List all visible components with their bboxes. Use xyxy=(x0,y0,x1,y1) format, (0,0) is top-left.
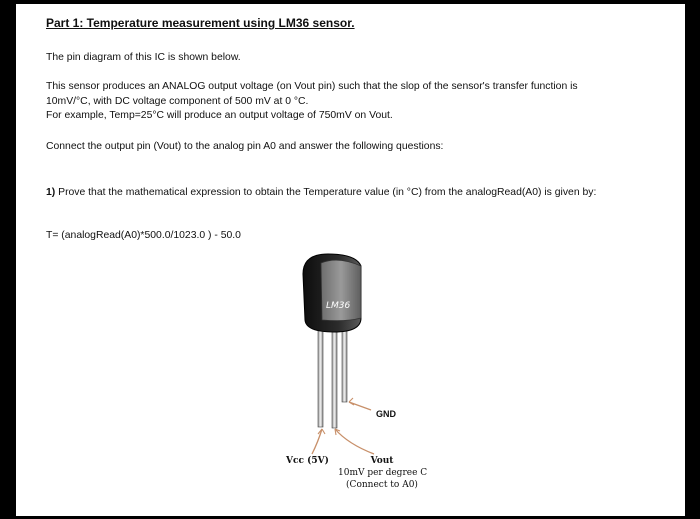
description-line: 10mV/°C, with DC voltage component of 500 mV at 0 °C. xyxy=(46,95,309,107)
description-line: This sensor produces an ANALOG output voltage (on Vout pin) such that the slop of the sensor's transfer function is xyxy=(46,81,578,92)
temperature-expression: T= (analogRead(A0)*500.0/1023.0 ) - 50.0 xyxy=(46,230,241,241)
sensor-flat-face xyxy=(321,260,361,321)
vcc-pin xyxy=(318,324,323,427)
vout-scale-label: 10mV per degree C xyxy=(338,468,428,478)
question-text: Prove that the mathematical expression to obtain the Temperature value (in °C) from the analogRead(A0) is given by: xyxy=(55,187,597,198)
vout-label: Vout xyxy=(370,456,394,466)
vout-leader-line xyxy=(335,429,374,454)
vout-connect-label: (Connect to A0) xyxy=(346,480,418,490)
instruction-text: Connect the output pin (Vout) to the analog pin A0 and answer the following questions: xyxy=(46,141,444,152)
description-line: For example, Temp=25°C will produce an output voltage of 750mV on Vout. xyxy=(46,110,393,122)
question-number: 1) xyxy=(46,187,56,198)
vout-pin xyxy=(332,330,337,428)
vout-label-block xyxy=(338,455,426,491)
chip-label: LM36 xyxy=(326,301,351,311)
page-title: Part 1: Temperature measurement using LM36 sensor. xyxy=(46,16,355,30)
gnd-leader-line xyxy=(349,402,371,410)
gnd-pin xyxy=(342,322,347,402)
gnd-label: GND xyxy=(376,409,396,419)
lm36-pin-diagram xyxy=(16,4,685,516)
intro-text: The pin diagram of this IC is shown below. xyxy=(46,52,241,63)
gnd-leader-arrowhead xyxy=(349,398,354,405)
document-page xyxy=(16,4,685,516)
vcc-leader-line xyxy=(312,429,322,454)
vcc-label: Vcc (5V) xyxy=(286,456,329,466)
